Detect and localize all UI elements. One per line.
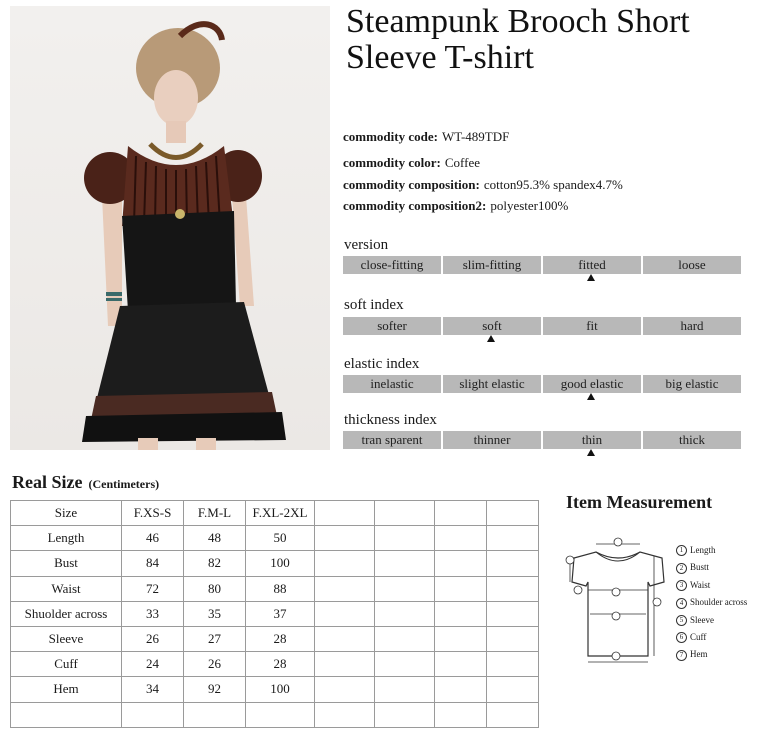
table-empty-cell (11, 702, 122, 727)
table-cell: 88 (246, 576, 315, 601)
table-cell: 26 (184, 652, 246, 677)
table-empty-cell (375, 652, 435, 677)
legend-number: 3 (676, 580, 687, 591)
table-empty-cell (435, 677, 487, 702)
row-label: Shuolder across (11, 601, 122, 626)
table-row (11, 652, 539, 677)
table-empty-cell (435, 626, 487, 651)
soft-index-option: hard (643, 317, 741, 335)
table-empty-cell (184, 702, 246, 727)
table-empty-cell (375, 702, 435, 727)
table-empty-cell (487, 551, 539, 576)
real-size-heading: Real Size (12, 472, 83, 492)
table-empty-cell (375, 601, 435, 626)
elastic-index-option: good elastic (543, 375, 641, 393)
thickness-index-label: thickness index (344, 412, 437, 428)
table-empty-cell (315, 652, 375, 677)
legend-number: 5 (676, 615, 687, 626)
spec-code (343, 129, 509, 145)
table-empty-cell (122, 702, 184, 727)
spec-value: Coffee (444, 155, 480, 170)
table-cell: 100 (246, 551, 315, 576)
table-cell: 28 (246, 626, 315, 651)
legend-item (676, 542, 747, 559)
table-empty-cell (487, 501, 539, 526)
table-empty-cell (435, 551, 487, 576)
elastic-index-label: elastic index (344, 356, 420, 372)
thickness-index-option: thin (543, 431, 641, 449)
legend-number: 2 (676, 563, 687, 574)
table-empty-cell (375, 626, 435, 651)
legend-item (676, 646, 747, 663)
thickness-index-option: tran sparent (343, 431, 441, 449)
thickness-index-scale (343, 431, 741, 449)
legend-item (676, 629, 747, 646)
spec-value: cotton95.3% spandex4.7% (483, 177, 623, 192)
table-empty-cell (435, 601, 487, 626)
spec-key: commodity composition2: (343, 198, 487, 213)
table-cell: 50 (246, 526, 315, 551)
legend-label: Shoulder across (690, 597, 748, 608)
garment-measurement-diagram (560, 530, 676, 680)
table-row (11, 526, 539, 551)
real-size-unit: (Centimeters) (88, 477, 160, 491)
table-empty-cell (315, 576, 375, 601)
table-empty-cell (315, 526, 375, 551)
legend-number: 1 (676, 545, 687, 556)
thickness-index-selected-marker (587, 449, 595, 456)
table-empty-cell (375, 576, 435, 601)
spec-key: commodity code: (343, 129, 438, 144)
spec-key: commodity composition: (343, 177, 480, 192)
legend-label: Length (690, 545, 716, 555)
soft-index-option: soft (443, 317, 541, 335)
table-empty-cell (315, 677, 375, 702)
row-label: Waist (11, 576, 122, 601)
table-empty-cell (435, 652, 487, 677)
table-row (11, 626, 539, 651)
table-empty-cell (487, 576, 539, 601)
table-empty-cell (435, 526, 487, 551)
version-option: close-fitting (343, 256, 441, 274)
table-cell: 28 (246, 652, 315, 677)
spec-composition2 (343, 198, 568, 214)
table-cell: 92 (184, 677, 246, 702)
table-empty-cell (375, 677, 435, 702)
table-row (11, 677, 539, 702)
table-row (11, 601, 539, 626)
table-cell: 27 (184, 626, 246, 651)
table-header-cell: Size (11, 501, 122, 526)
table-empty-cell (435, 702, 487, 727)
table-empty-cell (435, 501, 487, 526)
table-empty-cell (375, 551, 435, 576)
soft-index-scale (343, 317, 741, 335)
table-cell: 26 (122, 626, 184, 651)
row-label: Sleeve (11, 626, 122, 651)
thickness-index-option: thick (643, 431, 741, 449)
table-cell: 84 (122, 551, 184, 576)
table-empty-cell (315, 501, 375, 526)
version-option: fitted (543, 256, 641, 274)
item-measurement-title: Item Measurement (566, 492, 713, 512)
table-empty-cell (375, 526, 435, 551)
table-cell: 100 (246, 677, 315, 702)
version-label: version (344, 237, 389, 253)
legend-label: Waist (690, 579, 711, 590)
soft-index-option: fit (543, 317, 641, 335)
table-header-row (11, 501, 539, 526)
table-empty-cell (315, 626, 375, 651)
elastic-index-scale (343, 375, 741, 393)
table-header-cell: F.M-L (184, 501, 246, 526)
legend-label: Bustt (690, 562, 710, 573)
table-empty-cell (246, 702, 315, 727)
tshirt-outline-icon (560, 530, 676, 680)
legend-item (676, 594, 747, 611)
legend-label: Cuff (690, 632, 707, 643)
table-cell: 80 (184, 576, 246, 601)
table-cell: 72 (122, 576, 184, 601)
table-empty-cell (487, 526, 539, 551)
elastic-index-option: inelastic (343, 375, 441, 393)
table-empty-cell (487, 652, 539, 677)
version-selected-marker (587, 274, 595, 281)
table-empty-cell (487, 677, 539, 702)
table-header-cell: F.XS-S (122, 501, 184, 526)
product-title: Steampunk Brooch Short Sleeve T-shirt (346, 3, 690, 76)
elastic-index-selected-marker (587, 393, 595, 400)
table-row-empty (11, 702, 539, 727)
table-empty-cell (487, 601, 539, 626)
row-label: Hem (11, 677, 122, 702)
measurement-legend (676, 542, 747, 664)
legend-item (676, 612, 747, 629)
row-label: Bust (11, 551, 122, 576)
table-header-cell: F.XL-2XL (246, 501, 315, 526)
soft-index-selected-marker (487, 335, 495, 342)
legend-label: Hem (690, 649, 708, 660)
version-scale (343, 256, 741, 274)
spec-value: WT-489TDF (441, 129, 510, 144)
row-label: Length (11, 526, 122, 551)
legend-number: 7 (676, 650, 687, 661)
product-photo (10, 6, 330, 450)
table-empty-cell (487, 702, 539, 727)
table-empty-cell (487, 626, 539, 651)
model-illustration (10, 6, 330, 450)
table-cell: 37 (246, 601, 315, 626)
version-option: slim-fitting (443, 256, 541, 274)
table-empty-cell (375, 501, 435, 526)
table-cell: 24 (122, 652, 184, 677)
size-table (10, 500, 539, 728)
table-empty-cell (315, 702, 375, 727)
table-cell: 48 (184, 526, 246, 551)
legend-item (676, 559, 747, 576)
table-cell: 33 (122, 601, 184, 626)
table-empty-cell (435, 576, 487, 601)
table-empty-cell (315, 601, 375, 626)
spec-key: commodity color: (343, 155, 441, 170)
spec-color (343, 155, 480, 171)
spec-value: polyester100% (490, 198, 569, 213)
table-row (11, 576, 539, 601)
thickness-index-option: thinner (443, 431, 541, 449)
row-label: Cuff (11, 652, 122, 677)
elastic-index-option: big elastic (643, 375, 741, 393)
real-size-title (12, 472, 159, 493)
table-cell: 82 (184, 551, 246, 576)
legend-label: Sleeve (690, 614, 714, 625)
table-cell: 46 (122, 526, 184, 551)
soft-index-label: soft index (344, 297, 404, 313)
table-cell: 34 (122, 677, 184, 702)
version-option: loose (643, 256, 741, 274)
legend-number: 4 (676, 598, 687, 609)
legend-number: 6 (676, 632, 687, 643)
table-empty-cell (315, 551, 375, 576)
legend-item (676, 577, 747, 594)
table-cell: 35 (184, 601, 246, 626)
spec-composition (343, 177, 623, 193)
soft-index-option: softer (343, 317, 441, 335)
table-row (11, 551, 539, 576)
elastic-index-option: slight elastic (443, 375, 541, 393)
